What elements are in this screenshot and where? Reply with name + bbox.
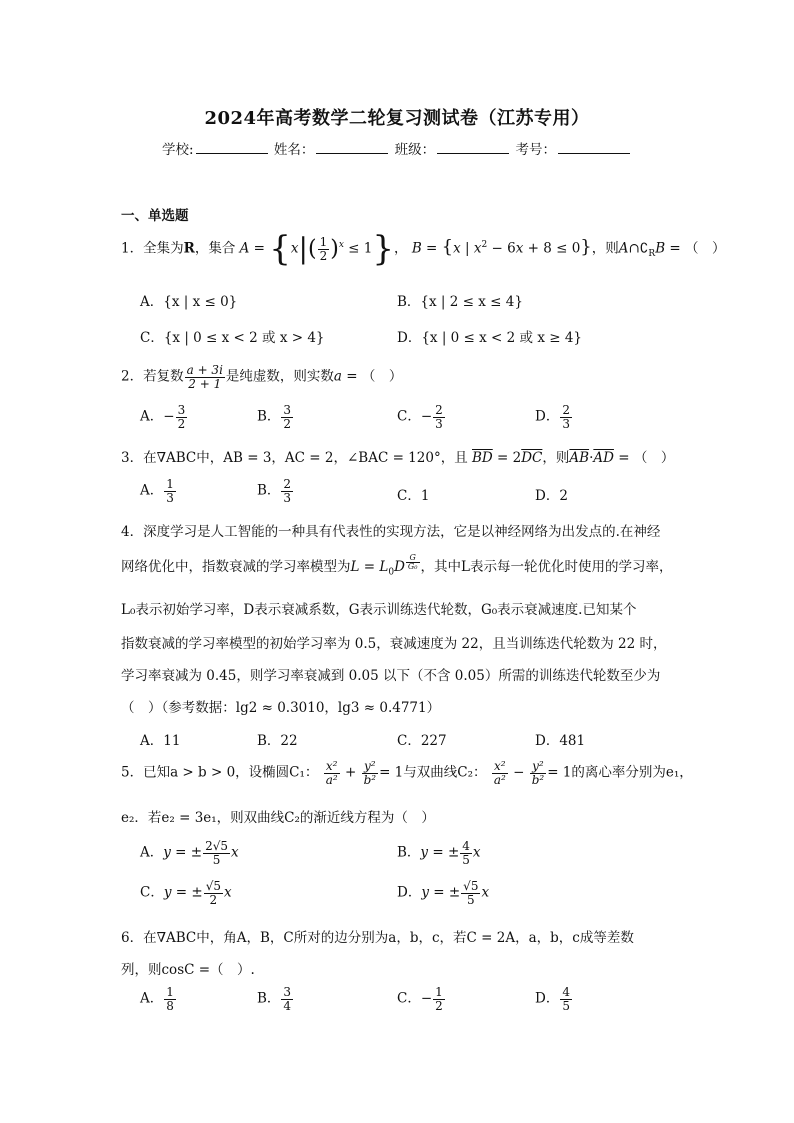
- q1-text: （ ）: [685, 240, 726, 257]
- q2-text: 是纯虚数，则实数: [225, 368, 334, 385]
- section-title: 一、单选题: [121, 208, 189, 224]
- q1-option-d[interactable]: D．{x | 0 ≤ x < 2 或 x ≥ 4}: [397, 330, 583, 346]
- q5-option-a[interactable]: A．y = ± $\frac{2√5}{5}$ x: [140, 839, 239, 867]
- q4-text: ，其中L表示每一轮优化时使用的学习率，: [420, 558, 673, 575]
- q5-option-b[interactable]: B．y = ± $\frac{4}{5}$ x: [397, 839, 481, 867]
- q6-option-d[interactable]: D． $\frac{4}{5}$: [535, 985, 570, 1013]
- q4-line-1: 4．深度学习是人工智能的一种具有代表性的实现方法，它是以神经网络为出发点的.在神经: [121, 524, 661, 540]
- q6-line-2: 列，则cosC =（ ）.: [121, 962, 255, 978]
- exam-title: 2024年高考数学二轮复习测试卷（江苏专用）: [204, 108, 590, 129]
- q2-text: （ ）: [361, 368, 403, 385]
- q5-text: 5．已知: [121, 764, 171, 781]
- question-1-stem: 1．全集为R，集合 A = {x|( $\frac{1}{2}$ )$^x$ ≤ 1}， B = {x | $x^2 - 6x + 8 \le 0$}，则$A\cap∁_RB$ = （ ）: [121, 229, 726, 269]
- q1-text: ，则: [591, 240, 619, 257]
- q1-option-a[interactable]: A．{x | x ≤ 0}: [140, 294, 238, 310]
- question-5-stem: 5．已知a > b > 0，设椭圆C₁： $\frac{\text{x²}}{\text{a²}}$ + $\frac{\text{y²}}{\text{b²}}$ = 1与双曲线C₂： $\frac{\text{x²}}{\text{a²}}$ − $\frac{\text{y²}}{\text{b²}}$ = 1的离心率分别为e₁，: [121, 759, 693, 787]
- q3-text: ，则: [542, 450, 570, 466]
- q4-line-2: 网络优化中，指数衰减的学习率模型为$L = L_0D$ $^{\frac{G}{\text{G₀}}}$ ，其中L表示每一轮优化时使用的学习率，: [121, 553, 673, 578]
- question-3-stem: 3．在∇ABC中，AB = 3，AC = 2，∠BAC = 120°，且 $\overline{BD} = 2\overline{DC}$，则$\overline{AB}\cdot\overline{AD}$ = （ ）: [121, 450, 675, 466]
- name-blank[interactable]: [316, 141, 388, 154]
- q3-text: 3．在∇ABC中，: [121, 450, 224, 466]
- name-label: 姓名：: [273, 142, 315, 158]
- q2-option-c[interactable]: C．− $\frac{2}{3}$: [397, 403, 443, 431]
- class-label: 班级：: [394, 142, 436, 158]
- q6-option-a[interactable]: A． $\frac{1}{8}$: [140, 985, 174, 1013]
- student-info-line: [0, 138, 794, 158]
- q6-line-1: 6．在∇ABC中，角A，B，C所对的边分别为a，b，c，若C = 2A，a，b，c成等差数: [121, 930, 634, 946]
- q4-option-c[interactable]: C．227: [397, 733, 447, 749]
- q5-option-d[interactable]: D．y = ± $\frac{√5}{5}$ x: [397, 879, 490, 907]
- q5-text: = 1与双曲线C₂：: [379, 764, 487, 781]
- number-label: 考号：: [515, 142, 556, 158]
- q4-line-3: L₀表示初始学习率，D表示衰减系数，G表示训练迭代轮数，G₀表示衰减速度.已知某个: [121, 602, 637, 618]
- q1-text: 1．全集为: [121, 240, 184, 257]
- q5-text: a > b > 0，设椭圆C₁：: [170, 764, 319, 781]
- q1-text: ，: [394, 240, 408, 257]
- q3-option-a[interactable]: A． $\frac{1}{3}$: [140, 477, 174, 505]
- q4-line-6: （ ）（参考数据：lg2 ≈ 0.3010，lg3 ≈ 0.4771）: [121, 700, 441, 716]
- q4-option-a[interactable]: A．11: [140, 733, 181, 749]
- q4-text: 网络优化中，指数衰减的学习率模型为: [121, 558, 351, 575]
- number-blank[interactable]: [558, 141, 630, 154]
- q3-option-c[interactable]: C．1: [397, 488, 430, 504]
- class-blank[interactable]: [437, 141, 509, 154]
- q4-option-d[interactable]: D．481: [535, 733, 586, 749]
- school-label: 学校:: [162, 142, 194, 158]
- q6-option-b[interactable]: B． $\frac{3}{4}$: [257, 985, 292, 1013]
- q6-option-c[interactable]: C．− $\frac{1}{2}$: [397, 985, 443, 1013]
- q1-text: ，集合: [194, 240, 236, 257]
- q3-text: （ ）: [633, 450, 675, 466]
- q4-line-5: 学习率衰减为 0.45，则学习率衰减到 0.05 以下（不含 0.05）所需的训练迭代轮数至少为: [121, 668, 661, 684]
- q2-option-d[interactable]: D． $\frac{2}{3}$: [535, 403, 570, 431]
- q2-option-a[interactable]: A．− $\frac{3}{2}$: [140, 403, 186, 431]
- q5-line-2: e₂．若e₂ = 3e₁，则双曲线C₂的渐近线方程为（ ）: [121, 810, 435, 826]
- q2-fraction-num: a + 3i: [186, 363, 223, 377]
- question-2-stem: 2．若复数 $\frac{a + 3i}{2 + 1}$ 是纯虚数，则实数a = （ ）: [121, 363, 403, 391]
- q2-text: 2．若复数: [121, 368, 184, 385]
- q5-text: = 1的离心率分别为e₁，: [547, 764, 693, 781]
- q2-fraction-den: 2 + 1: [188, 376, 222, 391]
- q4-option-b[interactable]: B．22: [257, 733, 298, 749]
- q1-option-b[interactable]: B．{x | 2 ≤ x ≤ 4}: [397, 294, 523, 310]
- q2-option-b[interactable]: B． $\frac{3}{2}$: [257, 403, 292, 431]
- q3-option-d[interactable]: D．2: [535, 488, 568, 504]
- q3-text: AB = 3，AC = 2，∠BAC = 120°，且: [223, 450, 468, 466]
- school-blank[interactable]: [196, 141, 268, 154]
- q4-line-4: 指数衰减的学习率模型的初始学习率为 0.5，衰减速度为 22，且当训练迭代轮数为 22 时，: [121, 636, 667, 652]
- q5-option-c[interactable]: C．y = ± $\frac{√5}{2}$ x: [140, 879, 232, 907]
- q1-option-c[interactable]: C．{x | 0 ≤ x < 2 或 x > 4}: [140, 330, 325, 346]
- q3-option-b[interactable]: B． $\frac{2}{3}$: [257, 477, 292, 505]
